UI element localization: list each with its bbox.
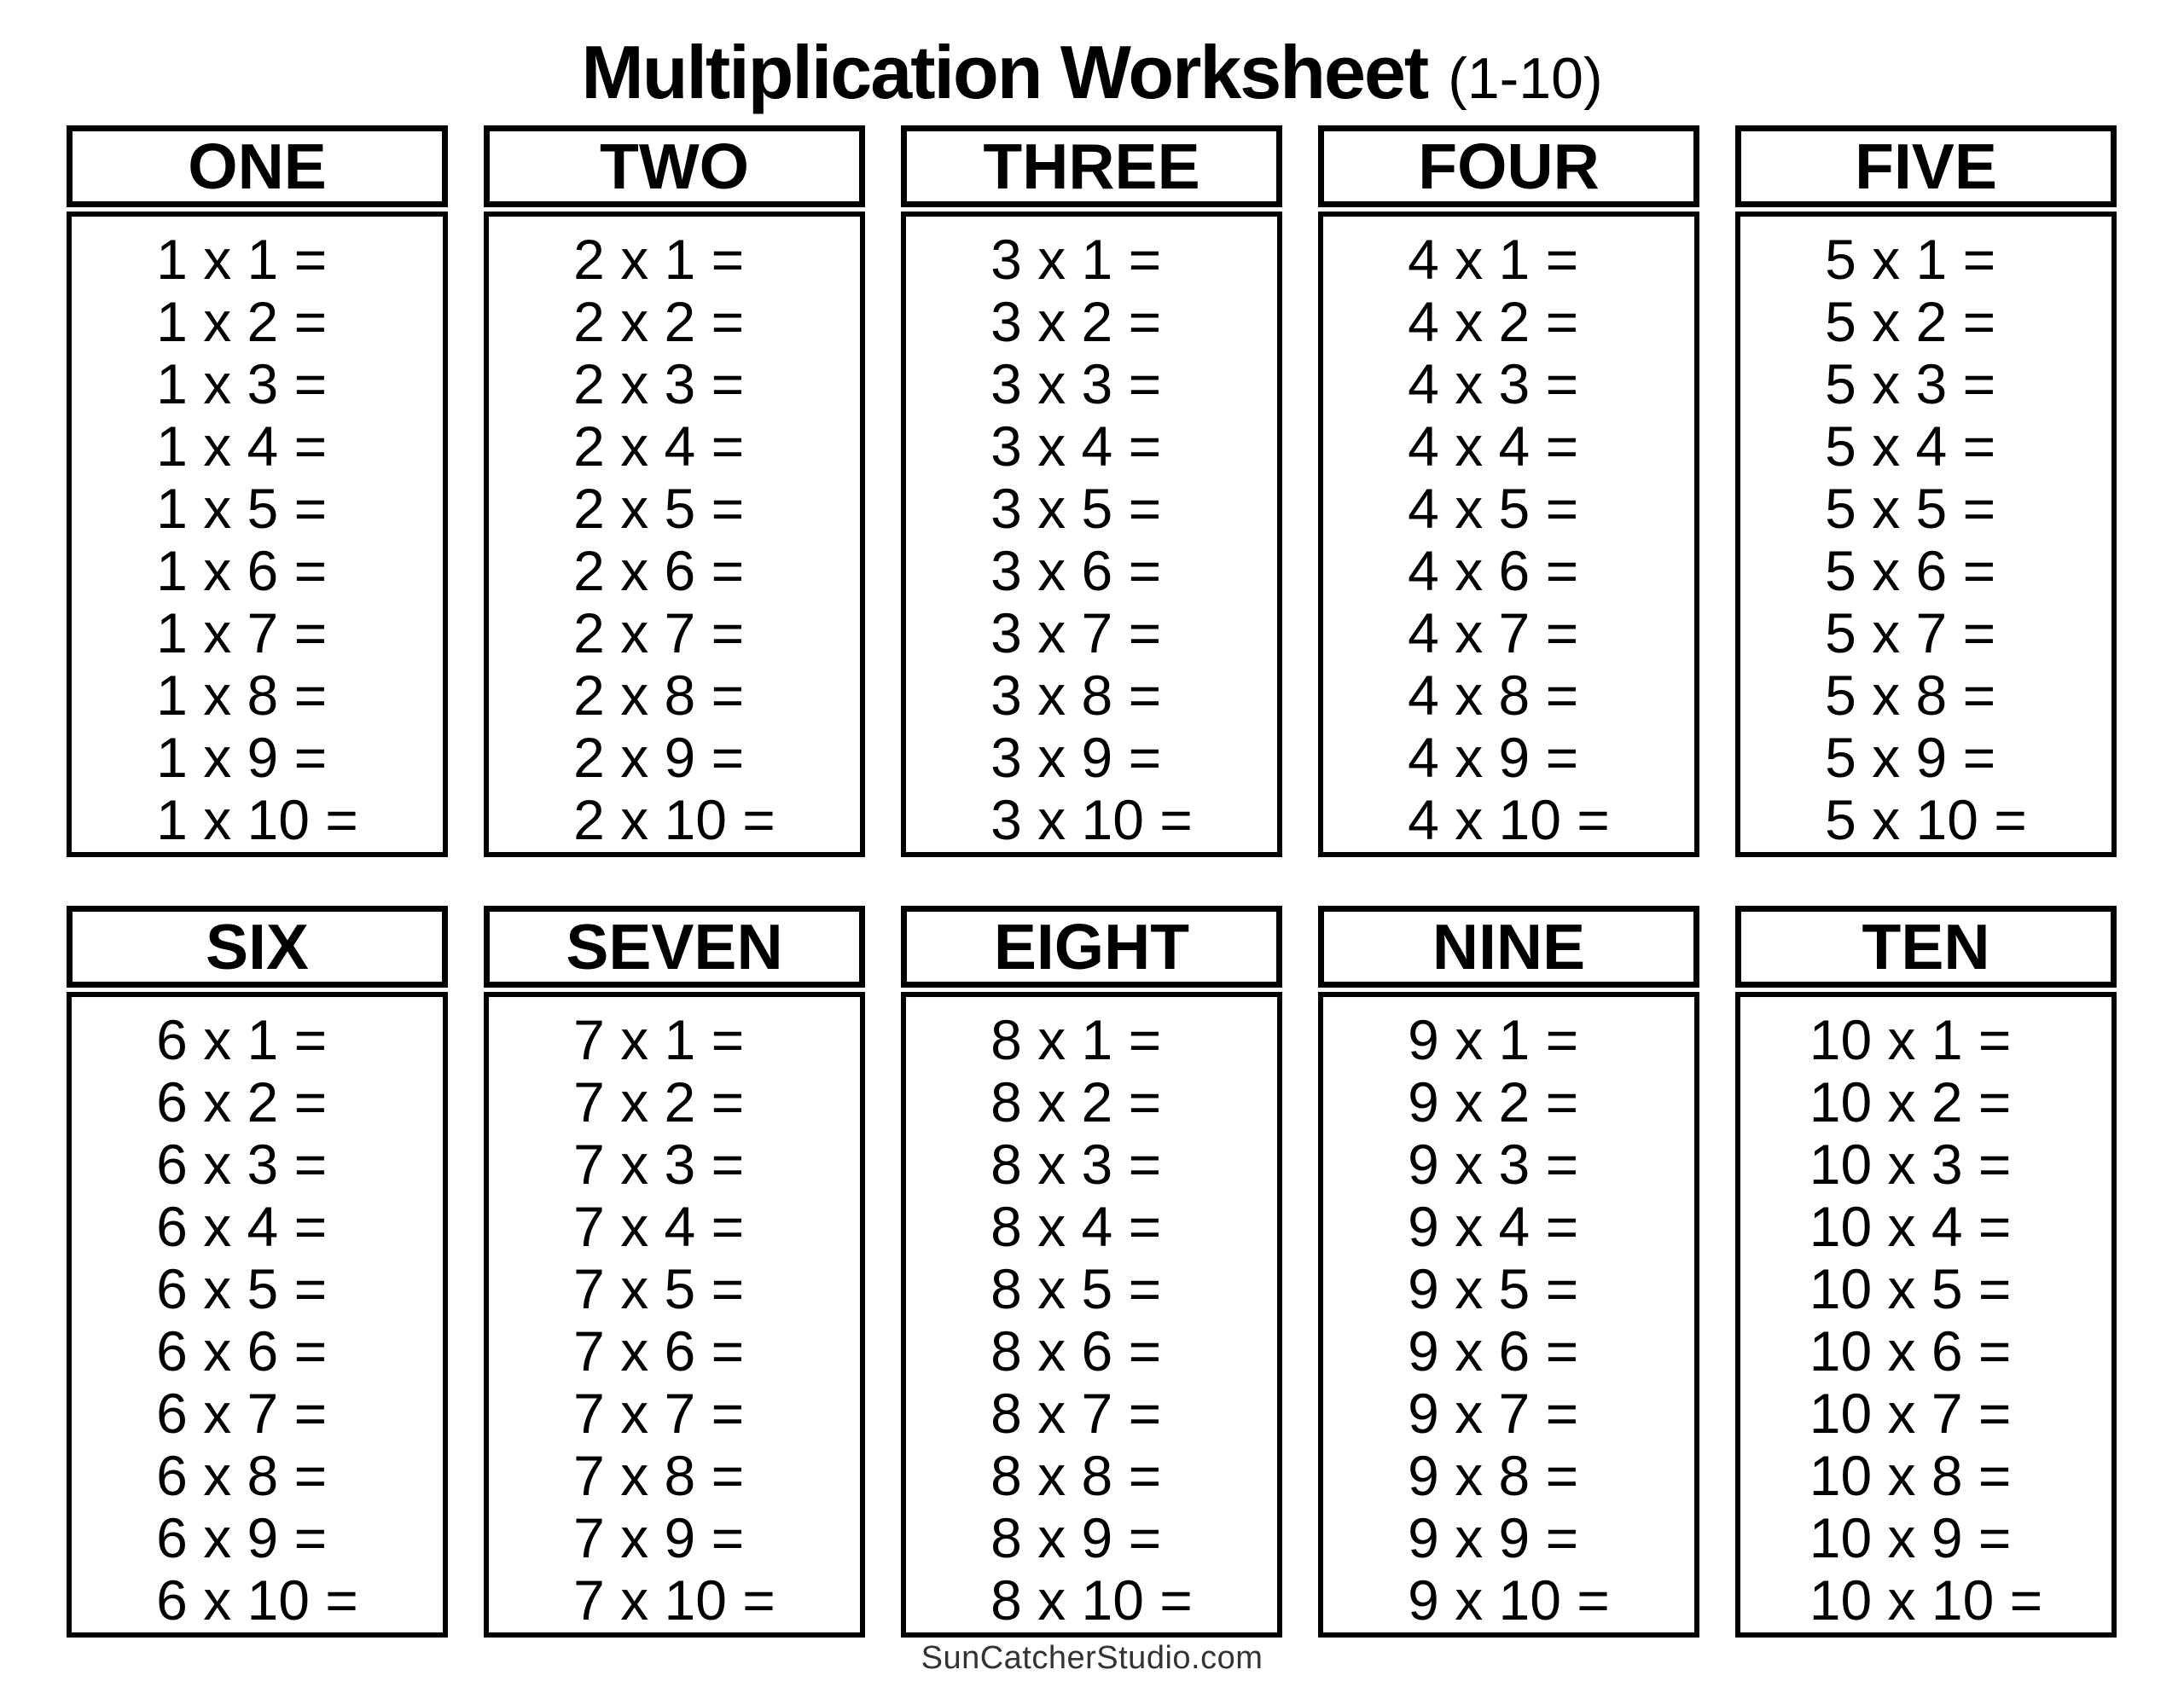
problem-list — [1408, 229, 1610, 851]
problem-line: 7 x 4 = — [573, 1195, 745, 1258]
problem-line: 2 x 7 = — [573, 601, 745, 664]
problem-line: 2 x 6 = — [573, 539, 745, 602]
problem-line: 5 x 4 = — [1825, 415, 1996, 478]
problem-line: 3 x 7 = — [990, 601, 1162, 664]
problem-line: 3 x 9 = — [990, 726, 1162, 789]
title-range-suffix: (1-10) — [1448, 46, 1603, 111]
table-card-body — [484, 212, 865, 857]
table-card-three — [901, 125, 1282, 857]
problem-line: 5 x 6 = — [1825, 539, 1996, 602]
problem-line: 3 x 3 = — [990, 352, 1162, 415]
table-card-nine — [1318, 906, 1699, 1638]
problem-line: 1 x 9 = — [156, 726, 328, 789]
problem-line: 4 x 9 = — [1408, 726, 1579, 789]
problem-line: 6 x 6 = — [156, 1319, 328, 1383]
table-card-four — [1318, 125, 1699, 857]
problem-line: 10 x 8 = — [1809, 1444, 2012, 1507]
problem-line: 4 x 10 = — [1408, 788, 1610, 851]
problem-line: 10 x 5 = — [1809, 1257, 2012, 1320]
problem-line: 7 x 1 = — [573, 1008, 745, 1071]
problem-line: 9 x 3 = — [1408, 1133, 1579, 1196]
problem-line: 2 x 8 = — [573, 664, 745, 727]
table-card-eight — [901, 906, 1282, 1638]
problem-list — [1809, 1009, 2042, 1632]
table-card-header-label: TEN — [1862, 911, 1990, 983]
problem-line: 8 x 4 = — [990, 1195, 1162, 1258]
problem-line: 9 x 6 = — [1408, 1319, 1579, 1383]
table-card-header — [484, 125, 865, 207]
problem-line: 4 x 4 = — [1408, 415, 1579, 478]
problem-line: 1 x 7 = — [156, 601, 328, 664]
problem-line: 6 x 2 = — [156, 1070, 328, 1133]
problem-line: 1 x 2 = — [156, 290, 328, 353]
table-card-header — [484, 906, 865, 988]
table-card-body — [901, 212, 1282, 857]
problem-line: 7 x 9 = — [573, 1506, 745, 1569]
table-card-header — [67, 906, 448, 988]
page-title — [0, 0, 2184, 125]
table-card-header — [1318, 125, 1699, 207]
problem-line: 7 x 10 = — [573, 1568, 775, 1632]
problem-line: 2 x 1 = — [573, 228, 745, 291]
problem-line: 3 x 5 = — [990, 477, 1162, 540]
problem-line: 2 x 4 = — [573, 415, 745, 478]
problem-line: 6 x 7 = — [156, 1382, 328, 1445]
problem-line: 4 x 6 = — [1408, 539, 1579, 602]
problem-line: 2 x 5 = — [573, 477, 745, 540]
tables-grid — [67, 125, 2117, 1638]
table-card-seven — [484, 906, 865, 1638]
problem-line: 7 x 2 = — [573, 1070, 745, 1133]
problem-line: 4 x 2 = — [1408, 290, 1579, 353]
table-card-header-label: THREE — [983, 130, 1200, 202]
problem-line: 5 x 1 = — [1825, 228, 1996, 291]
problem-line: 5 x 2 = — [1825, 290, 1996, 353]
problem-line: 6 x 4 = — [156, 1195, 328, 1258]
problem-line: 8 x 10 = — [990, 1568, 1193, 1632]
problem-line: 9 x 10 = — [1408, 1568, 1610, 1632]
table-card-header-label: SEVEN — [566, 911, 783, 983]
problem-line: 6 x 10 = — [156, 1568, 358, 1632]
problem-line: 10 x 1 = — [1809, 1008, 2012, 1071]
problem-line: 10 x 6 = — [1809, 1319, 2012, 1383]
problem-line: 3 x 6 = — [990, 539, 1162, 602]
problem-line: 10 x 2 = — [1809, 1070, 2012, 1133]
problem-line: 5 x 10 = — [1825, 788, 2027, 851]
table-card-header-label: NINE — [1432, 911, 1586, 983]
table-card-header — [901, 906, 1282, 988]
problem-line: 3 x 2 = — [990, 290, 1162, 353]
problem-line: 1 x 6 = — [156, 539, 328, 602]
problem-line: 8 x 7 = — [990, 1382, 1162, 1445]
problem-line: 10 x 3 = — [1809, 1133, 2012, 1196]
problem-list — [1825, 229, 2027, 851]
problem-line: 2 x 3 = — [573, 352, 745, 415]
problem-line: 9 x 1 = — [1408, 1008, 1579, 1071]
table-card-header — [1735, 125, 2117, 207]
problem-line: 5 x 8 = — [1825, 664, 1996, 727]
problem-line: 8 x 1 = — [990, 1008, 1162, 1071]
table-card-header — [67, 125, 448, 207]
problem-line: 3 x 8 = — [990, 664, 1162, 727]
problem-line: 8 x 9 = — [990, 1506, 1162, 1569]
table-card-header-label: TWO — [600, 130, 749, 202]
problem-line: 1 x 1 = — [156, 228, 328, 291]
problem-line: 10 x 9 = — [1809, 1506, 2012, 1569]
page-footer — [0, 1640, 2184, 1677]
problem-line: 3 x 10 = — [990, 788, 1193, 851]
table-card-two — [484, 125, 865, 857]
table-card-five — [1735, 125, 2117, 857]
problem-line: 6 x 3 = — [156, 1133, 328, 1196]
table-card-body — [1735, 212, 2117, 857]
problem-line: 3 x 4 = — [990, 415, 1162, 478]
problem-line: 8 x 6 = — [990, 1319, 1162, 1383]
problem-line: 9 x 7 = — [1408, 1382, 1579, 1445]
table-card-header-label: FIVE — [1855, 130, 1997, 202]
problem-line: 4 x 5 = — [1408, 477, 1579, 540]
problem-list — [156, 1009, 358, 1632]
problem-line: 4 x 1 = — [1408, 228, 1579, 291]
problem-line: 5 x 3 = — [1825, 352, 1996, 415]
problem-line: 1 x 3 = — [156, 352, 328, 415]
table-card-header — [1318, 906, 1699, 988]
table-card-body — [67, 992, 448, 1638]
problem-line: 9 x 4 = — [1408, 1195, 1579, 1258]
problem-line: 4 x 7 = — [1408, 601, 1579, 664]
problem-line: 2 x 10 = — [573, 788, 775, 851]
problem-line: 10 x 10 = — [1809, 1568, 2043, 1632]
problem-line: 4 x 8 = — [1408, 664, 1579, 727]
problem-line: 8 x 3 = — [990, 1133, 1162, 1196]
table-card-six — [67, 906, 448, 1638]
table-card-header — [901, 125, 1282, 207]
problem-line: 8 x 5 = — [990, 1257, 1162, 1320]
problem-line: 6 x 1 = — [156, 1008, 328, 1071]
problem-line: 6 x 9 = — [156, 1506, 328, 1569]
title-main: Multiplication Worksheet — [581, 30, 1428, 114]
problem-list — [573, 1009, 775, 1632]
problem-line: 8 x 8 = — [990, 1444, 1162, 1507]
problem-list — [1408, 1009, 1610, 1632]
problem-line: 10 x 7 = — [1809, 1382, 2012, 1445]
problem-line: 2 x 9 = — [573, 726, 745, 789]
problem-line: 9 x 9 = — [1408, 1506, 1579, 1569]
problem-line: 6 x 8 = — [156, 1444, 328, 1507]
problem-line: 5 x 5 = — [1825, 477, 1996, 540]
table-card-body — [484, 992, 865, 1638]
problem-line: 5 x 9 = — [1825, 726, 1996, 789]
problem-line: 1 x 10 = — [156, 788, 358, 851]
problem-line: 9 x 5 = — [1408, 1257, 1579, 1320]
problem-line: 7 x 7 = — [573, 1382, 745, 1445]
problem-line: 1 x 5 = — [156, 477, 328, 540]
problem-line: 7 x 8 = — [573, 1444, 745, 1507]
problem-line: 4 x 3 = — [1408, 352, 1579, 415]
table-card-body — [1318, 212, 1699, 857]
table-card-ten — [1735, 906, 2117, 1638]
problem-line: 5 x 7 = — [1825, 601, 1996, 664]
problem-line: 3 x 1 = — [990, 228, 1162, 291]
table-card-body — [1318, 992, 1699, 1638]
table-card-body — [67, 212, 448, 857]
problem-line: 2 x 2 = — [573, 290, 745, 353]
problem-line: 6 x 5 = — [156, 1257, 328, 1320]
footer-site-label: SunCatcherStudio.com — [921, 1640, 1263, 1676]
table-card-header — [1735, 906, 2117, 988]
table-card-header-label: ONE — [188, 130, 327, 202]
problem-line: 1 x 4 = — [156, 415, 328, 478]
table-card-one — [67, 125, 448, 857]
problem-line: 9 x 2 = — [1408, 1070, 1579, 1133]
problem-list — [990, 229, 1193, 851]
problem-line: 7 x 6 = — [573, 1319, 745, 1383]
table-card-header-label: FOUR — [1418, 130, 1600, 202]
problem-line: 7 x 5 = — [573, 1257, 745, 1320]
problem-line: 8 x 2 = — [990, 1070, 1162, 1133]
table-card-body — [901, 992, 1282, 1638]
problem-list — [990, 1009, 1193, 1632]
problem-line: 7 x 3 = — [573, 1133, 745, 1196]
problem-list — [156, 229, 358, 851]
problem-line: 9 x 8 = — [1408, 1444, 1579, 1507]
table-card-header-label: SIX — [206, 911, 309, 983]
problem-list — [573, 229, 775, 851]
problem-line: 10 x 4 = — [1809, 1195, 2012, 1258]
problem-line: 1 x 8 = — [156, 664, 328, 727]
table-card-body — [1735, 992, 2117, 1638]
table-card-header-label: EIGHT — [993, 911, 1190, 983]
